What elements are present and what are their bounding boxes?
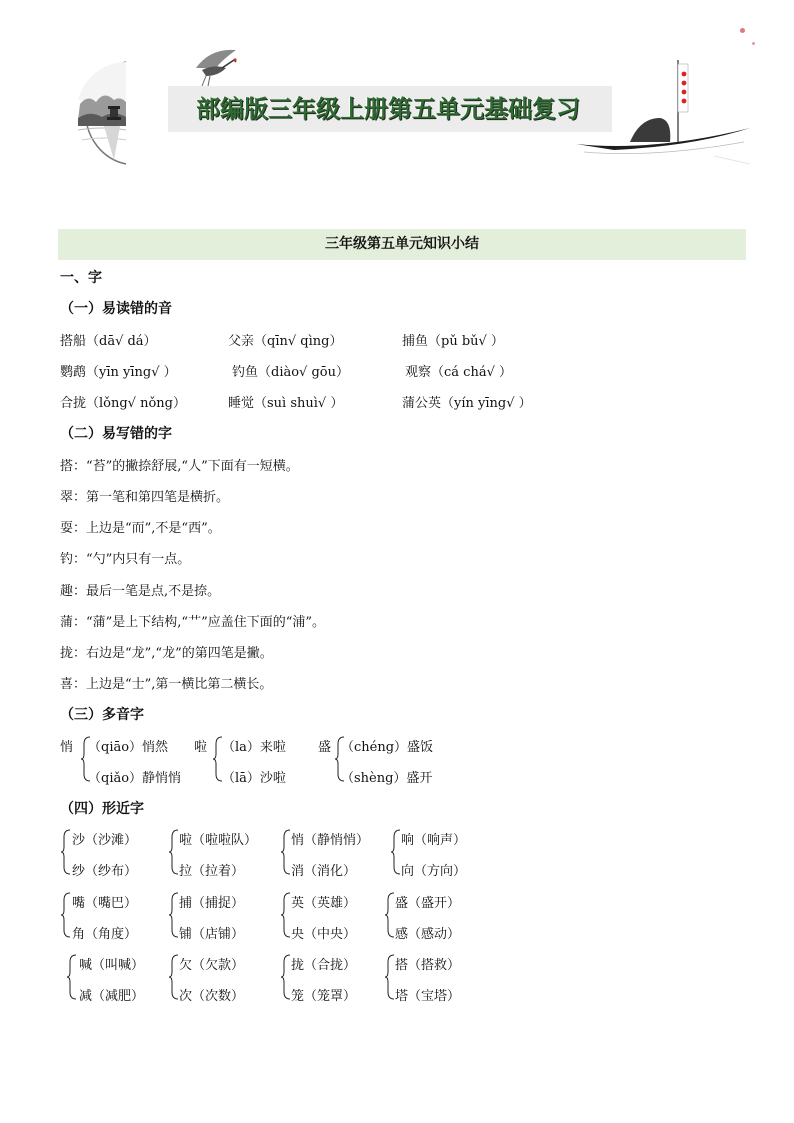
similar-char: 拉（拉着） [179, 864, 245, 879]
similar-char: 捕（捕捉） [179, 896, 245, 911]
part-heading: （一）易读错的音 [60, 301, 172, 317]
similar-char: 笼（笼罩） [291, 989, 357, 1004]
similar-char: 纱（纱布） [72, 864, 138, 879]
similar-char: 嘴（嘴巴） [72, 896, 138, 911]
similar-char: 啦（啦啦队） [179, 833, 258, 848]
writing-tip: 钓：“勺”内只有一点。 [60, 552, 191, 567]
writing-tip: 蒲：“蒲”是上下结构,“艹”应盖住下面的“浦”。 [60, 615, 326, 630]
pinyin-item: 睡觉（suì shuì√ ） [228, 396, 344, 411]
part-heading: （二）易写错的字 [60, 426, 172, 442]
polyphone-reading: （qiāo）悄然 [88, 740, 169, 755]
pinyin-item: 蒲公英（yín yīng√ ） [402, 396, 532, 411]
brace-icon [60, 829, 72, 875]
pinyin-item: 合拢（lǒng√ nǒng） [60, 396, 186, 411]
similar-char: 次（次数） [179, 989, 245, 1004]
polyphone-reading: （chéng）盛饭 [341, 740, 434, 755]
polyphone-reading: （la）来啦 [222, 740, 286, 755]
similar-char: 向（方向） [401, 864, 467, 879]
writing-tip: 喜：上边是“士”,第一横比第二横长。 [60, 677, 273, 692]
writing-tip: 翠：第一笔和第四笔是横折。 [60, 490, 230, 505]
pinyin-item: 父亲（qīn√ qìng） [228, 334, 343, 349]
part-heading: （三）多音字 [60, 707, 144, 723]
pinyin-item: 鹦鹉（yīn yīng√ ） [60, 365, 177, 380]
similar-char: 消（消化） [291, 864, 357, 879]
polyphone-reading: （lā）沙啦 [222, 771, 286, 786]
similar-char: 角（角度） [72, 927, 138, 942]
similar-char: 响（响声） [401, 833, 467, 848]
polyphone-char: 悄 [60, 740, 74, 755]
pagoda-landscape-icon [74, 60, 130, 166]
section-heading: 一、字 [60, 270, 102, 286]
similar-char: 减（减肥） [79, 989, 145, 1004]
corner-mark-icon [752, 42, 755, 45]
similar-char: 喊（叫喊） [79, 958, 145, 973]
pinyin-item: 钓鱼（diào√ gōu） [232, 365, 349, 380]
writing-tip: 拢：右边是“龙”,“龙”的第四笔是撇。 [60, 646, 273, 661]
part-heading: （四）形近字 [60, 801, 144, 817]
pinyin-item: 观察（cá chá√ ） [405, 365, 512, 380]
similar-char: 英（英雄） [291, 896, 357, 911]
writing-tip: 搭：“苔”的撇捺舒展,“人”下面有一短横。 [60, 459, 299, 474]
polyphone-char: 啦 [194, 740, 208, 755]
summary-title: 三年级第五单元知识小结 [58, 229, 746, 260]
similar-char: 欠（欠款） [179, 958, 245, 973]
polyphone-reading: （qiǎo）静悄悄 [88, 771, 182, 786]
crane-icon [192, 46, 240, 88]
similar-char: 央（中央） [291, 927, 357, 942]
brace-icon [66, 954, 78, 1000]
writing-tip: 耍：上边是“而”,不是“西”。 [60, 521, 221, 536]
similar-char: 塔（宝塔） [395, 989, 461, 1004]
similar-char: 盛（盛开） [395, 896, 461, 911]
pinyin-item: 捕鱼（pǔ bǔ√ ） [402, 334, 504, 349]
page-title: 部编版三年级上册第五单元基础复习 [196, 95, 580, 123]
similar-char: 沙（沙滩） [72, 833, 138, 848]
similar-char: 悄（静悄悄） [291, 833, 370, 848]
corner-mark-icon [740, 28, 745, 33]
boat-icon [574, 56, 754, 168]
polyphone-reading: （shèng）盛开 [341, 771, 433, 786]
writing-tip: 趣：最后一笔是点,不是捺。 [60, 584, 221, 599]
similar-char: 拢（合拢） [291, 958, 357, 973]
polyphone-char: 盛 [318, 740, 332, 755]
similar-char: 感（感动） [395, 927, 461, 942]
similar-char: 搭（搭救） [395, 958, 461, 973]
page-header [0, 0, 794, 175]
brace-icon [60, 892, 72, 938]
similar-char: 铺（店铺） [179, 927, 245, 942]
pinyin-item: 搭船（dā√ dá） [60, 334, 157, 349]
